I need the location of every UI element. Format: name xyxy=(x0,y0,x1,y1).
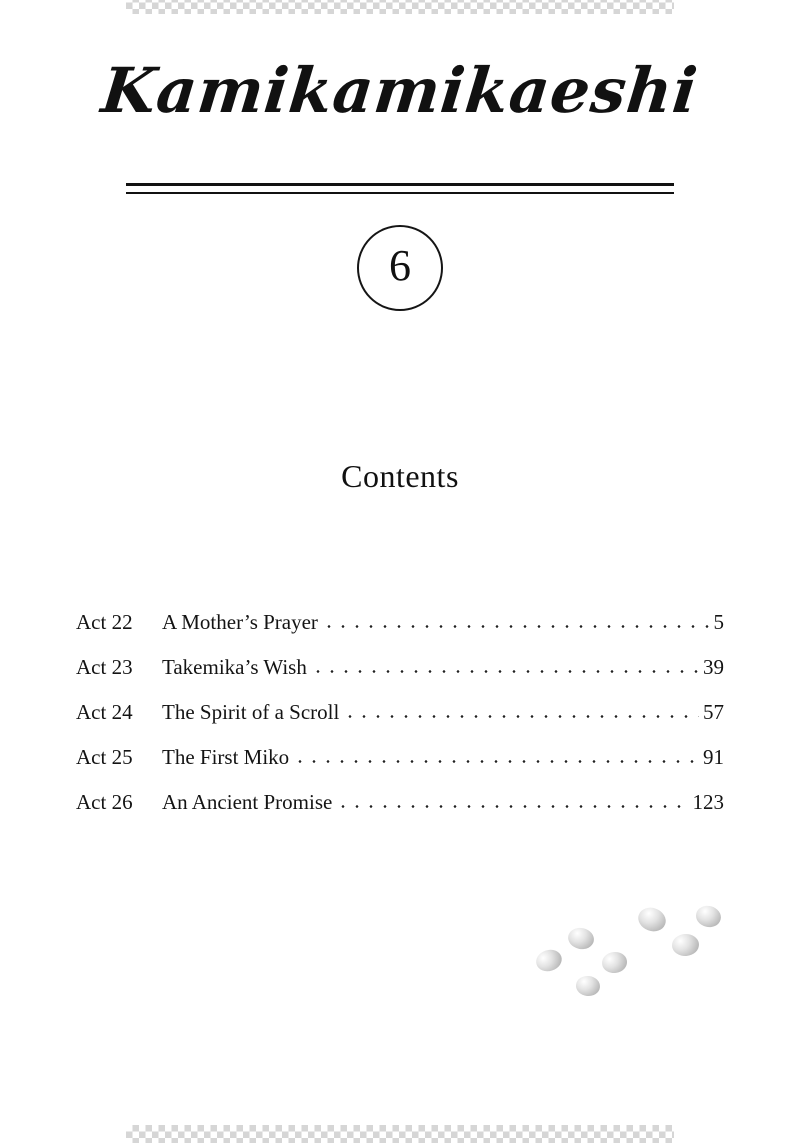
toc-page-number: 5 xyxy=(713,610,724,634)
toc-entry[interactable] xyxy=(76,735,724,780)
pebble-shape xyxy=(566,926,596,952)
title-divider xyxy=(126,183,674,194)
pebble-shape xyxy=(694,903,723,929)
toc-page-number: 91 xyxy=(703,745,724,769)
toc-entry[interactable] xyxy=(76,690,724,735)
toc-dot-leader xyxy=(343,715,699,718)
toc-chapter-title: The Spirit of a Scroll xyxy=(162,700,340,724)
toc-chapter-title: A Mother’s Prayer xyxy=(162,610,318,634)
series-title: Kamikamikaeshi xyxy=(98,54,702,127)
pebble-shape xyxy=(635,904,669,935)
table-of-contents xyxy=(76,600,724,825)
toc-chapter-title: Takemika’s Wish xyxy=(162,655,307,679)
toc-act-label: Act 25 xyxy=(76,745,133,769)
toc-page-number: 123 xyxy=(692,790,724,814)
volume-number: 6 xyxy=(389,241,411,290)
title-block xyxy=(0,54,800,127)
divider-line-upper xyxy=(126,183,674,186)
divider-line-lower xyxy=(126,192,674,194)
toc-entry[interactable] xyxy=(76,645,724,690)
toc-entry[interactable] xyxy=(76,600,724,645)
toc-act-label: Act 26 xyxy=(76,790,133,814)
toc-act-label: Act 22 xyxy=(76,610,133,634)
toc-entry[interactable] xyxy=(76,780,724,825)
toc-dot-leader xyxy=(311,670,699,673)
pebble-shape xyxy=(601,950,629,974)
toc-chapter-title: The First Miko xyxy=(162,745,290,769)
toc-chapter-title: An Ancient Promise xyxy=(162,790,333,814)
toc-act-label: Act 24 xyxy=(76,700,133,724)
contents-heading: Contents xyxy=(341,458,459,494)
volume-circle xyxy=(357,225,443,311)
pebble-shape xyxy=(575,975,601,997)
toc-page-number: 57 xyxy=(703,700,724,724)
decorative-band-bottom xyxy=(126,1125,674,1143)
pebble-shape xyxy=(533,947,564,975)
volume-badge xyxy=(0,225,800,311)
pebble-decoration xyxy=(528,884,748,1004)
toc-dot-leader xyxy=(336,805,688,808)
toc-dot-leader xyxy=(293,760,699,763)
toc-act-label: Act 23 xyxy=(76,655,133,679)
decorative-band-top xyxy=(126,0,674,14)
pebble-shape xyxy=(671,933,699,957)
toc-page-number: 39 xyxy=(703,655,724,679)
toc-dot-leader xyxy=(322,625,710,628)
